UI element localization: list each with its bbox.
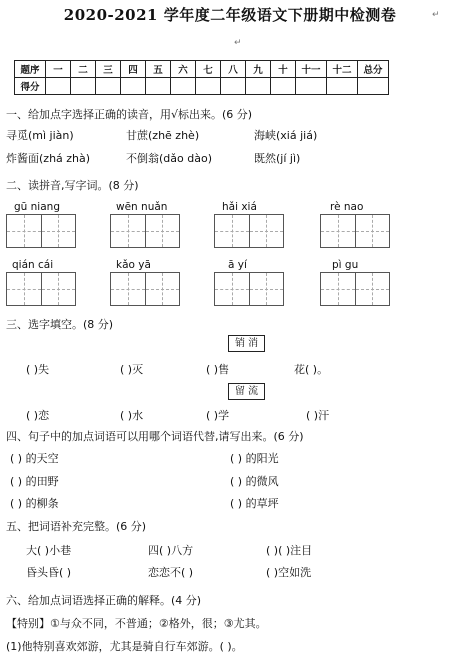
score-cell[interactable] <box>121 78 146 95</box>
fill-item[interactable]: ( )学 <box>206 409 230 422</box>
score-cell[interactable] <box>146 78 171 95</box>
table-header-cell: 六 <box>171 61 196 78</box>
paragraph-mark: ↵ <box>432 10 440 20</box>
fill-item[interactable]: ( ) 的草坪 <box>230 497 279 510</box>
fill-item[interactable]: 四( )八方 <box>148 544 194 557</box>
writing-grid[interactable] <box>6 272 76 306</box>
score-cell[interactable] <box>171 78 196 95</box>
fill-item[interactable]: 恋恋不( ) <box>148 566 194 579</box>
fill-item[interactable]: ( )( )注目 <box>266 544 313 557</box>
fill-item[interactable]: ( ) 的田野 <box>10 475 59 488</box>
score-cell[interactable] <box>221 78 246 95</box>
table-header-cell: 十 <box>271 61 296 78</box>
score-cell[interactable] <box>358 78 389 95</box>
table-header-cell: 总分 <box>358 61 389 78</box>
question-item[interactable]: (1)他特别喜欢郊游，尤其是骑自行车郊游。( )。 <box>6 640 243 653</box>
table-header-cell: 五 <box>146 61 171 78</box>
definition-text: 【特别】①与众不同，不普通；②格外，很；③尤其。 <box>6 617 267 630</box>
table-header-cell: 三 <box>96 61 121 78</box>
pinyin-label: pì gu <box>332 259 359 271</box>
table-header-cell: 一 <box>46 61 71 78</box>
table-header-cell: 十一 <box>296 61 327 78</box>
reading-item: 不倒翁(dǎo dào) <box>126 152 212 165</box>
pinyin-label: qián cái <box>12 259 54 271</box>
reading-item: 寻觅(mì jiàn) <box>6 129 74 142</box>
pinyin-label: gū niang <box>14 201 60 213</box>
paragraph-mark: ↵ <box>234 38 242 48</box>
fill-item[interactable]: ( ) 的阳光 <box>230 452 279 465</box>
section1-heading: 一、给加点字选择正确的读音，用√标出来。(6 分) <box>6 108 253 121</box>
score-table <box>14 60 389 95</box>
fill-item[interactable]: ( )恋 <box>26 409 50 422</box>
fill-item[interactable]: ( )失 <box>26 363 50 376</box>
section3-heading: 三、选字填空。(8 分) <box>6 318 114 331</box>
fill-item[interactable]: ( )售 <box>206 363 230 376</box>
section5-heading: 五、把词语补充完整。(6 分) <box>6 520 147 533</box>
table-header-cell: 十二 <box>327 61 358 78</box>
score-label-cell: 得分 <box>15 78 46 95</box>
word-choice-box: 留 流 <box>228 383 265 400</box>
fill-item[interactable]: 大( )小巷 <box>26 544 72 557</box>
reading-item: 既然(jí jì) <box>254 152 301 165</box>
fill-item[interactable]: ( )汗 <box>306 409 330 422</box>
writing-grid[interactable] <box>214 214 284 248</box>
reading-item: 海峡(xiá jiá) <box>254 129 318 142</box>
table-header-cell: 二 <box>71 61 96 78</box>
table-header-cell: 九 <box>246 61 271 78</box>
page-title: 2020-2021 学年度二年级语文下册期中检测卷 <box>63 6 397 24</box>
fill-item[interactable]: ( )水 <box>120 409 144 422</box>
writing-grid[interactable] <box>110 272 180 306</box>
table-header-cell: 七 <box>196 61 221 78</box>
table-header-row <box>15 61 389 78</box>
writing-grid[interactable] <box>214 272 284 306</box>
score-cell[interactable] <box>96 78 121 95</box>
writing-grid[interactable] <box>6 214 76 248</box>
fill-item[interactable]: ( ) 的微风 <box>230 475 279 488</box>
writing-grid[interactable] <box>320 214 390 248</box>
score-cell[interactable] <box>196 78 221 95</box>
section4-heading: 四、句子中的加点词语可以用哪个词语代替,请写出来。(6 分) <box>6 430 304 443</box>
reading-item: 炸酱面(zhá zhà) <box>6 152 91 165</box>
section2-heading: 二、读拼音,写字词。(8 分) <box>6 179 139 192</box>
score-cell[interactable] <box>271 78 296 95</box>
section6-heading: 六、给加点词语选择正确的解释。(4 分) <box>6 594 202 607</box>
pinyin-label: ā yí <box>228 259 247 271</box>
table-score-row <box>15 78 389 95</box>
score-cell[interactable] <box>246 78 271 95</box>
pinyin-label: kǎo yā <box>116 259 151 271</box>
score-cell[interactable] <box>71 78 96 95</box>
fill-item[interactable]: ( ) 的柳条 <box>10 497 59 510</box>
fill-item[interactable]: ( )空如洗 <box>266 566 312 579</box>
fill-item[interactable]: ( )灭 <box>120 363 144 376</box>
pinyin-label: wēn nuǎn <box>116 201 168 213</box>
reading-item: 甘蔗(zhē zhè) <box>126 129 200 142</box>
table-header-cell: 题序 <box>15 61 46 78</box>
score-cell[interactable] <box>327 78 358 95</box>
score-cell[interactable] <box>46 78 71 95</box>
writing-grid[interactable] <box>320 272 390 306</box>
writing-grid[interactable] <box>110 214 180 248</box>
table-header-cell: 八 <box>221 61 246 78</box>
fill-item[interactable]: 花( )。 <box>294 363 329 376</box>
fill-item[interactable]: ( ) 的天空 <box>10 452 59 465</box>
word-choice-box: 销 消 <box>228 335 265 352</box>
score-cell[interactable] <box>296 78 327 95</box>
pinyin-label: rè nao <box>330 201 364 213</box>
fill-item[interactable]: 昏头昏( ) <box>26 566 72 579</box>
pinyin-label: hǎi xiá <box>222 201 257 213</box>
table-header-cell: 四 <box>121 61 146 78</box>
